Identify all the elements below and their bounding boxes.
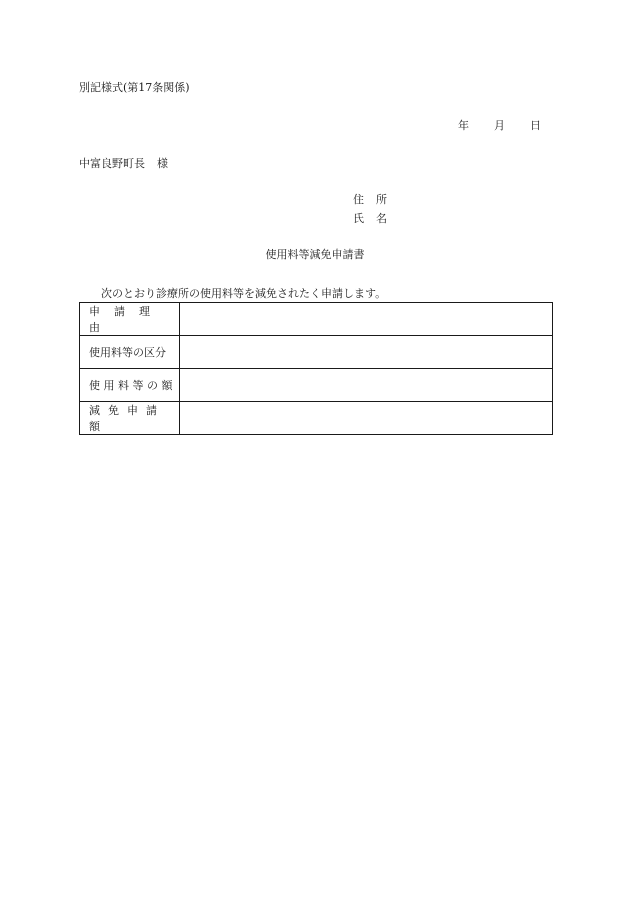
row-label-cell [80, 303, 180, 336]
addressee-name: 中富良野町長 [79, 157, 145, 170]
row-label-cell [80, 402, 180, 435]
applicant-name-label: 氏名 [353, 212, 399, 225]
row-value-cell[interactable] [180, 303, 553, 336]
table-row [80, 303, 553, 336]
row-value-cell[interactable] [180, 402, 553, 435]
date-day-label: 日 [530, 119, 541, 132]
table-row [80, 369, 553, 402]
date-month-label: 月 [494, 119, 505, 132]
row-label: 使用料等の額 [89, 379, 176, 392]
row-label: 申請理由 [89, 305, 164, 334]
row-label-cell [80, 369, 180, 402]
addressee [79, 158, 168, 169]
date-line [458, 120, 541, 131]
intro-text: 次のとおり診療所の使用料等を減免されたく申請します。 [101, 287, 387, 300]
date-year-label: 年 [458, 119, 469, 132]
row-value-cell[interactable] [180, 369, 553, 402]
addressee-honorific: 様 [157, 157, 168, 170]
row-label-cell [80, 336, 180, 369]
row-label: 使用料等の区分 [89, 346, 166, 359]
document-title: 使用料等減免申請書 [265, 248, 365, 261]
applicant-address-label: 住所 [353, 193, 399, 206]
table-row [80, 336, 553, 369]
row-label: 減免申請額 [89, 404, 165, 433]
form-label: 別記様式(第17条関係) [79, 81, 190, 94]
application-table [79, 302, 553, 435]
row-value-cell[interactable] [180, 336, 553, 369]
table-row [80, 402, 553, 435]
